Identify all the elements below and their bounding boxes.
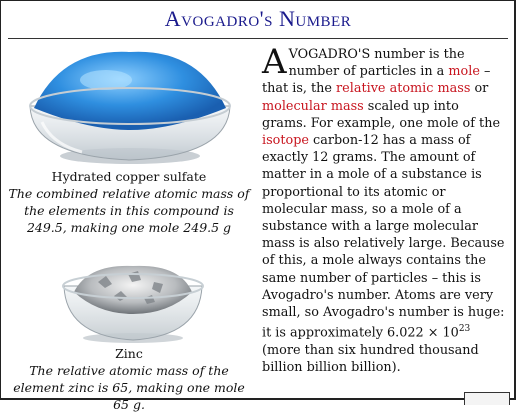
zinc-caption-desc: The relative atomic mass of the element zinc is 65, making one mole 65 g. — [13, 363, 245, 412]
body-text-5: carbon-12 has a mass of exactly 12 grams. The amount of matter in a mole of a substance is proportional to its atomic or molecular mass, so a mole of a substance with a large molecular mass is also relatively large. Because of this, a mole always contains the same number of particles – this is Avogadro's number. Atoms are very small, so Avogadro's number is huge: it is approximately 6.022 × 10 — [262, 133, 505, 341]
zinc-caption-title: Zinc — [115, 346, 143, 361]
link-molecular-mass[interactable]: molecular mass — [262, 98, 364, 114]
copper-sulfate-image — [22, 44, 238, 166]
exponent: 23 — [458, 324, 471, 335]
drop-cap: A — [262, 42, 287, 82]
body-text-1: VOGADRO'S number is the number of particles in a — [288, 47, 465, 80]
link-isotope[interactable]: isotope — [262, 133, 309, 149]
copper-caption-desc: The combined relative atomic mass of the elements in this compound is 249.5, making one mole 249.5 g — [8, 186, 250, 235]
body-text-4: scaled up into grams. For example, one mole of the — [262, 98, 501, 131]
body-text-3: or — [470, 81, 489, 97]
title-divider — [8, 38, 508, 39]
zinc-caption — [6, 345, 252, 413]
page-title: Avogadro's Number — [164, 6, 352, 31]
body-text-6: (more than six hundred thousand billion billion billion). — [262, 342, 479, 375]
copper-caption — [6, 168, 252, 236]
article-body — [262, 42, 506, 376]
page-tab[interactable] — [464, 392, 510, 405]
link-mole[interactable]: mole — [448, 64, 480, 80]
body-text-2: – that is, the — [262, 64, 491, 97]
zinc-image — [58, 252, 208, 344]
copper-caption-title: Hydrated copper sulfate — [51, 169, 207, 184]
link-relative-atomic-mass[interactable]: relative atomic mass — [336, 81, 471, 97]
